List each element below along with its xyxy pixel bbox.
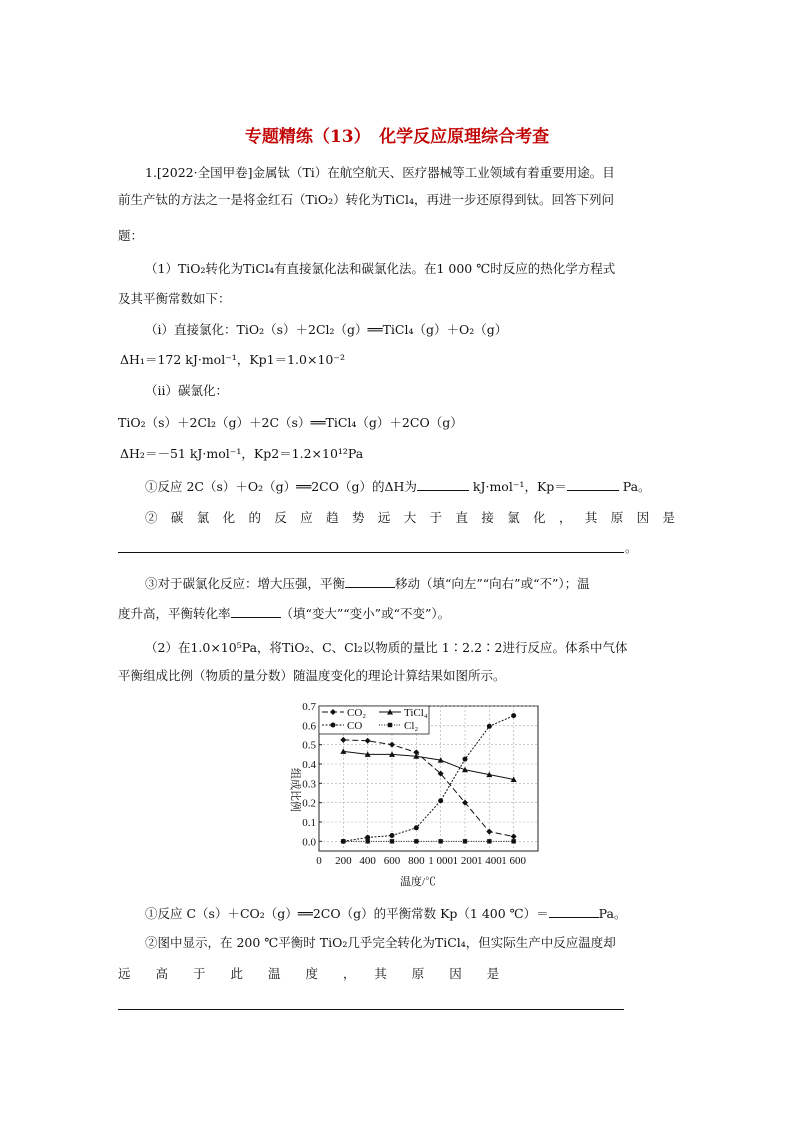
p2q1-text: ①反应 C（s）＋CO₂（g）══2CO（g）的平衡常数 Kp（1 400 ℃）＝ bbox=[145, 906, 549, 921]
p2q1-text: Pa。 bbox=[598, 906, 627, 921]
part2-subquestion-2: ②图中显示，在 200 ℃平衡时 TiO₂几乎完全转化为TiCl₄，但实际生产中反应温度却 bbox=[145, 935, 616, 950]
subq3-text: 度升高，平衡转化率 bbox=[118, 606, 231, 621]
subq3-text: （填“变大”“变小”或“不变”）。 bbox=[280, 606, 451, 621]
answer-line[interactable] bbox=[118, 1009, 624, 1010]
part1-text: 及其平衡常数如下： bbox=[118, 291, 231, 306]
equation-i: （ⅰ）直接氯化：TiO₂（s）＋2Cl₂（g）══TiCl₄（g）＋O₂（g） bbox=[145, 322, 508, 337]
question-intro: 前生产钛的方法之一是将金红石（TiO₂）转化为TiCl₄，再进一步还原得到钛。回答下列问 bbox=[118, 192, 615, 207]
y-tick-label: 0.4 bbox=[302, 759, 316, 771]
question-intro: 题： bbox=[118, 228, 144, 243]
y-tick-label: 0.1 bbox=[302, 817, 316, 829]
y-tick-label: 0.0 bbox=[302, 836, 316, 849]
legend-marker bbox=[331, 723, 336, 728]
part1-text: （1）TiO₂转化为TiCl₄有直接氯化法和碳氯化法。在1 000 ℃时反应的热化学方程式 bbox=[145, 261, 616, 276]
answer-blank[interactable] bbox=[417, 478, 469, 491]
subq3-text: ③对于碳氯化反应：增大压强，平衡 bbox=[145, 576, 346, 591]
part2-text: （2）在1.0×10⁵Pa，将TiO₂、C、Cl₂以物质的量比 1∶2.2∶2进行反应。体系中气体 bbox=[145, 640, 628, 655]
data-point bbox=[463, 839, 467, 843]
data-point bbox=[511, 713, 516, 718]
answer-blank[interactable] bbox=[567, 478, 619, 491]
label-ii: （ⅱ）碳氯化： bbox=[145, 383, 228, 398]
legend-marker bbox=[388, 723, 392, 727]
x-axis-label: 温度/℃ bbox=[399, 876, 437, 888]
data-point bbox=[463, 757, 468, 762]
enthalpy-i: ΔH₁＝172 kJ·mol⁻¹，Kp1＝1.0×10⁻² bbox=[120, 352, 345, 367]
equation-ii: TiO₂（s）＋2Cl₂（g）＋2C（s）══TiCl₄（g）＋2CO（g） bbox=[118, 415, 463, 430]
y-tick-label: 0.5 bbox=[302, 739, 316, 752]
period: 。 bbox=[625, 540, 638, 555]
x-tick-label: 1 200 bbox=[452, 855, 478, 867]
page-title: 专题精练（13） 化学反应原理综合考查 bbox=[244, 127, 550, 147]
data-point bbox=[487, 839, 491, 843]
part2-text: 平衡组成比例（物质的量分数）随温度变化的理论计算结果如图所示。 bbox=[118, 668, 506, 683]
x-tick-label: 600 bbox=[383, 855, 401, 867]
x-tick-label: 0 bbox=[316, 855, 322, 867]
data-point bbox=[438, 839, 442, 843]
subquestion-3 bbox=[145, 575, 590, 592]
subq1-text: ①反应 2C（s）＋O₂（g）══2CO（g）的ΔH为 bbox=[145, 479, 417, 494]
y-axis-label: 组成比例 bbox=[289, 768, 301, 812]
y-tick-label: 0.6 bbox=[302, 720, 316, 733]
data-point bbox=[414, 839, 418, 843]
subq1-text: kJ·mol⁻¹，Kp＝ bbox=[468, 479, 567, 494]
data-point bbox=[414, 825, 419, 830]
question-intro: 1.[2022·全国甲卷]金属钛（Ti）在航空航天、医疗器械等工业领域有着重要用途。目 bbox=[145, 165, 615, 180]
legend-label: TiCl₄ bbox=[404, 707, 428, 719]
x-tick-label: 800 bbox=[408, 855, 425, 867]
x-tick-label: 200 bbox=[335, 855, 352, 867]
part2-subquestion-1 bbox=[145, 905, 626, 922]
subquestion-1 bbox=[145, 478, 651, 495]
answer-blank[interactable] bbox=[549, 905, 599, 918]
data-point bbox=[438, 798, 443, 803]
part2-subquestion-2: 远 高 于 此 温 度 ， 其 原 因 是 bbox=[118, 966, 500, 981]
x-tick-label: 1 400 bbox=[476, 855, 502, 867]
composition-chart bbox=[280, 695, 560, 890]
enthalpy-ii: ΔH₂＝－51 kJ·mol⁻¹，Kp2＝1.2×10¹²Pa bbox=[120, 446, 364, 461]
legend-label: CO₂ bbox=[347, 707, 367, 719]
x-tick-label: 400 bbox=[359, 855, 376, 867]
subq3-text: 移动（填“向左”“向右”或“不”）；温 bbox=[395, 576, 590, 591]
y-tick-label: 0.7 bbox=[302, 701, 316, 713]
data-point bbox=[341, 839, 345, 843]
answer-blank[interactable] bbox=[231, 605, 281, 618]
answer-line[interactable] bbox=[118, 552, 624, 553]
y-tick-label: 0.2 bbox=[302, 797, 316, 810]
legend-label: Cl₂ bbox=[404, 720, 419, 732]
data-point bbox=[390, 833, 395, 838]
data-point bbox=[365, 839, 369, 843]
x-tick-label: 1 600 bbox=[501, 855, 527, 867]
data-point bbox=[511, 839, 515, 843]
y-tick-label: 0.3 bbox=[302, 778, 316, 791]
legend-label: CO bbox=[347, 720, 363, 732]
data-point bbox=[487, 724, 492, 729]
answer-blank[interactable] bbox=[345, 575, 395, 588]
subquestion-3 bbox=[118, 605, 450, 622]
subquestion-2: ② 碳 氯 化 的 反 应 趋 势 远 大 于 直 接 氯 化 ， 其 原 因 是 bbox=[145, 510, 675, 525]
data-point bbox=[390, 839, 394, 843]
subq1-text: Pa。 bbox=[618, 479, 651, 494]
x-tick-label: 1 000 bbox=[428, 855, 454, 867]
